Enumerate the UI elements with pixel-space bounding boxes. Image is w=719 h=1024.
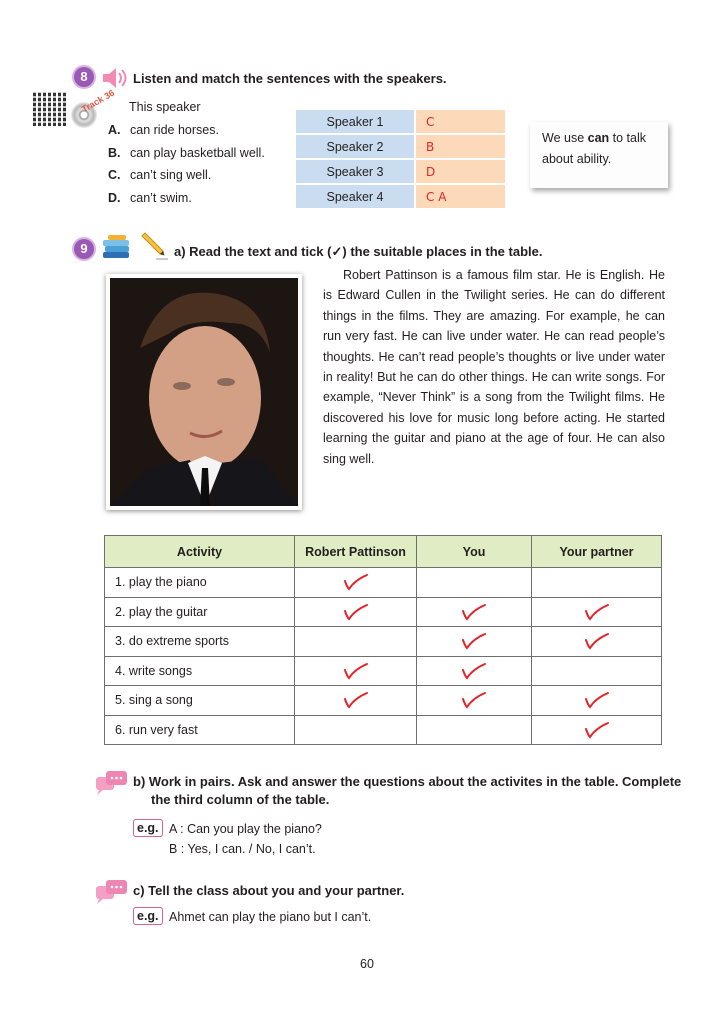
example-answer: B : Yes, I can. / No, I can’t. bbox=[169, 842, 316, 856]
tick-cell[interactable] bbox=[532, 715, 662, 745]
tick-mark-icon bbox=[582, 602, 612, 622]
tick-cell[interactable] bbox=[532, 627, 662, 657]
speaker-name: Speaker 1 bbox=[296, 110, 415, 134]
exercise-9a-instruction: a) Read the text and tick (✓) the suitable places in the table. bbox=[174, 244, 543, 259]
tick-cell[interactable] bbox=[532, 597, 662, 627]
activity-label: 2. play the guitar bbox=[105, 597, 295, 627]
page-number: 60 bbox=[360, 957, 374, 971]
option-a bbox=[108, 119, 265, 142]
activity-row bbox=[105, 627, 662, 657]
speaker-row bbox=[296, 184, 505, 209]
speaker-row bbox=[296, 110, 505, 134]
option-c bbox=[108, 164, 265, 187]
tick-cell[interactable] bbox=[417, 715, 532, 745]
options-list bbox=[108, 119, 265, 209]
note-text-after: to talk about ability. bbox=[542, 131, 646, 166]
exercise-9c-instruction: c) Tell the class about you and your partner. bbox=[133, 883, 405, 898]
option-b bbox=[108, 142, 265, 165]
tick-mark-icon bbox=[582, 690, 612, 710]
tick-cell[interactable] bbox=[532, 686, 662, 716]
exercise-8-instruction: Listen and match the sentences with the speakers. bbox=[133, 71, 447, 86]
tick-mark-icon bbox=[582, 631, 612, 651]
tick-mark-icon bbox=[459, 631, 489, 651]
note-text-before: We use bbox=[542, 131, 588, 145]
activity-table bbox=[104, 535, 662, 745]
options-intro: This speaker bbox=[129, 100, 201, 114]
header-you: You bbox=[417, 536, 532, 568]
option-text: can’t swim. bbox=[130, 190, 192, 205]
activity-label: 6. run very fast bbox=[105, 715, 295, 745]
tick-cell[interactable] bbox=[417, 627, 532, 657]
option-letter: D. bbox=[108, 190, 121, 205]
eg-label: e.g. bbox=[133, 819, 163, 837]
tick-mark-icon bbox=[341, 602, 371, 622]
activity-row bbox=[105, 686, 662, 716]
activity-row bbox=[105, 568, 662, 598]
chat-bubbles-icon bbox=[95, 879, 129, 905]
speaker-answer[interactable]: D bbox=[415, 159, 505, 184]
example-question: A : Can you play the piano? bbox=[169, 822, 322, 836]
speaker-row bbox=[296, 134, 505, 159]
eg-label: e.g. bbox=[133, 907, 163, 925]
option-letter: A. bbox=[108, 123, 121, 137]
tick-cell[interactable] bbox=[295, 715, 417, 745]
tick-cell[interactable] bbox=[532, 656, 662, 686]
speaker-name: Speaker 3 bbox=[296, 159, 415, 184]
grammar-note bbox=[530, 122, 668, 188]
exercise-8-badge: 8 bbox=[74, 67, 94, 87]
header-your-partner: Your partner bbox=[532, 536, 662, 568]
tick-mark-icon bbox=[341, 690, 371, 710]
tick-cell[interactable] bbox=[417, 597, 532, 627]
option-letter: B. bbox=[108, 145, 121, 160]
tick-cell[interactable] bbox=[295, 656, 417, 686]
example-sentence: Ahmet can play the piano but I can’t. bbox=[169, 910, 372, 924]
reading-paragraph: Robert Pattinson is a famous film star. He is English. He is Edward Cullen in the Twilight series. He can do different things in the films. They are amazing. For example, he can run very fast. He can live under water. He can read people’s thoughts. He can’t read people’s thoughts or live under water in reality! But he can do other things. He can write songs. For example, “Never Think” is a song from the Twilight films. He discovered his love for music long before acting. He started learning the guitar and piano at the age of four. He can also sing well. bbox=[323, 268, 665, 466]
activity-label: 4. write songs bbox=[105, 656, 295, 686]
header-activity: Activity bbox=[105, 536, 295, 568]
tick-mark-icon bbox=[459, 661, 489, 681]
header-robert-pattinson: Robert Pattinson bbox=[295, 536, 417, 568]
robert-pattinson-photo bbox=[106, 274, 302, 510]
activity-label: 3. do extreme sports bbox=[105, 627, 295, 657]
track-label: Track 36 bbox=[79, 87, 117, 115]
option-d bbox=[108, 187, 265, 210]
tick-mark-icon bbox=[341, 572, 371, 592]
tick-cell[interactable] bbox=[295, 686, 417, 716]
exercise-9-badge: 9 bbox=[74, 239, 94, 259]
tick-mark-icon bbox=[459, 602, 489, 622]
activity-table-header bbox=[105, 536, 662, 568]
tick-cell[interactable] bbox=[532, 568, 662, 598]
speaker-table bbox=[296, 110, 505, 210]
activity-row bbox=[105, 715, 662, 745]
tick-cell[interactable] bbox=[295, 597, 417, 627]
speaker-answer[interactable]: C A bbox=[415, 184, 505, 209]
tick-mark-icon bbox=[459, 690, 489, 710]
tick-mark-icon bbox=[582, 720, 612, 740]
speaker-name: Speaker 4 bbox=[296, 184, 415, 209]
tick-cell[interactable] bbox=[417, 568, 532, 598]
option-text: can ride horses. bbox=[130, 123, 219, 137]
activity-row bbox=[105, 656, 662, 686]
note-bold-word: can bbox=[587, 131, 610, 145]
tick-mark-icon bbox=[341, 661, 371, 681]
speaker-audio-icon[interactable] bbox=[101, 66, 129, 90]
qr-code-icon[interactable] bbox=[33, 92, 67, 126]
books-icon bbox=[100, 234, 136, 262]
tick-cell[interactable] bbox=[417, 656, 532, 686]
speaker-answer[interactable]: C bbox=[415, 110, 505, 134]
tick-cell[interactable] bbox=[295, 568, 417, 598]
activity-label: 1. play the piano bbox=[105, 568, 295, 598]
speaker-name: Speaker 2 bbox=[296, 134, 415, 159]
exercise-9b-instruction: b) Work in pairs. Ask and answer the questions about the activites in the table. Complete bbox=[133, 774, 682, 789]
tick-cell[interactable] bbox=[295, 627, 417, 657]
option-text: can play basketball well. bbox=[130, 145, 265, 160]
option-letter: C. bbox=[108, 168, 121, 182]
activity-row bbox=[105, 597, 662, 627]
activity-label: 5. sing a song bbox=[105, 686, 295, 716]
exercise-9b-instruction-line2: the third column of the table. bbox=[151, 792, 330, 807]
speaker-answer[interactable]: B bbox=[415, 134, 505, 159]
pencil-icon bbox=[138, 232, 170, 262]
speaker-row bbox=[296, 159, 505, 184]
tick-cell[interactable] bbox=[417, 686, 532, 716]
option-text: can’t sing well. bbox=[130, 168, 212, 182]
chat-bubbles-icon bbox=[95, 770, 129, 796]
